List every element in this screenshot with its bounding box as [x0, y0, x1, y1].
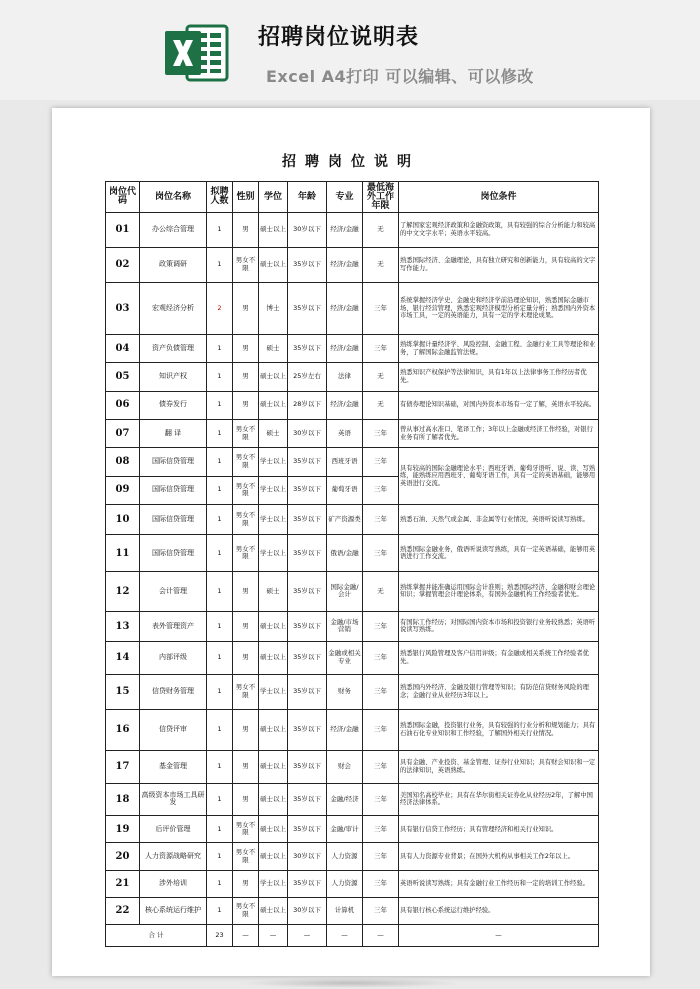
row-headcount: 1	[207, 709, 233, 750]
row-position-name: 核心系统运行维护	[140, 897, 207, 924]
row-code: 19	[106, 816, 140, 843]
row-age: 35岁以下	[288, 870, 327, 897]
total-dash: —	[259, 925, 288, 947]
row-gender: 男女不限	[233, 476, 259, 504]
row-degree: 硕士以上	[259, 816, 288, 843]
row-major: 法律	[327, 363, 363, 391]
row-overseas-years: 无	[363, 572, 399, 611]
row-conditions: 具有人力资源专业背景；在国外大机构从事相关工作2年以上。	[399, 843, 599, 870]
excel-icon	[163, 20, 229, 86]
row-gender: 男女不限	[233, 674, 259, 709]
row-headcount: 1	[207, 897, 233, 924]
row-age: 25岁左右	[288, 363, 327, 391]
total-dash: —	[327, 925, 363, 947]
table-row	[106, 282, 599, 334]
row-headcount: 1	[207, 843, 233, 870]
row-degree: 硕士以上	[259, 213, 288, 248]
row-code: 05	[106, 363, 140, 391]
row-gender: 男	[233, 870, 259, 897]
row-age: 35岁以下	[288, 535, 327, 572]
row-overseas-years: 三年	[363, 783, 399, 816]
row-headcount: 1	[207, 504, 233, 534]
row-overseas-years: 三年	[363, 816, 399, 843]
row-degree: 硕士以上	[259, 783, 288, 816]
row-age: 35岁以下	[288, 572, 327, 611]
table-row	[106, 391, 599, 419]
row-age: 30岁以下	[288, 843, 327, 870]
row-overseas-years: 三年	[363, 870, 399, 897]
document-title: 招聘岗位说明	[282, 154, 420, 170]
row-overseas-years: 三年	[363, 476, 399, 504]
row-gender: 男女不限	[233, 247, 259, 282]
row-code: 13	[106, 611, 140, 641]
table-header-row	[106, 182, 599, 213]
row-age: 35岁以下	[288, 247, 327, 282]
row-gender: 男女不限	[233, 504, 259, 534]
total-dash: —	[399, 925, 599, 947]
row-major: 计算机	[327, 897, 363, 924]
row-overseas-years: 三年	[363, 642, 399, 675]
row-overseas-years: 三年	[363, 535, 399, 572]
row-conditions: 熟练掌握并能准确运用国际会计准则；熟悉国际经济、金融和财会理论知识；掌握管理会计理论体系，有国外金融机构工作经验者优先。	[399, 572, 599, 611]
row-degree: 硕士	[259, 572, 288, 611]
row-conditions: 有国际工作经历；对国际国内资本市场和投资银行业务较熟悉；英语听说读写熟练。	[399, 611, 599, 641]
row-age: 35岁以下	[288, 642, 327, 675]
row-major: 葡萄牙语	[327, 476, 363, 504]
row-headcount: 2	[207, 282, 233, 334]
table-row	[106, 363, 599, 391]
row-overseas-years: 三年	[363, 611, 399, 641]
row-degree: 学士以上	[259, 504, 288, 534]
table-row	[106, 816, 599, 843]
table-row	[106, 897, 599, 924]
table-row	[106, 870, 599, 897]
row-code: 15	[106, 674, 140, 709]
row-position-name: 内部评级	[140, 642, 207, 675]
row-conditions: 熟悉国际经济、金融理论，具有独立研究和创新能力，具有较高的文字写作能力。	[399, 247, 599, 282]
page-title: 招聘岗位说明表	[258, 25, 420, 50]
table-row	[106, 750, 599, 783]
table-row	[106, 843, 599, 870]
row-age: 35岁以下	[288, 334, 327, 362]
row-overseas-years: 三年	[363, 504, 399, 534]
row-code: 18	[106, 783, 140, 816]
row-conditions: 熟练掌握计量经济学、风险控制、金融工程、金融行业工具等理论和业务，了解国际金融监管法规。	[399, 334, 599, 362]
row-overseas-years: 三年	[363, 674, 399, 709]
row-headcount: 1	[207, 448, 233, 476]
row-age: 35岁以下	[288, 476, 327, 504]
row-code: 09	[106, 476, 140, 504]
row-major: 矿产资源类	[327, 504, 363, 534]
row-position-name: 后评价管理	[140, 816, 207, 843]
row-gender: 男女不限	[233, 535, 259, 572]
row-major: 英语	[327, 419, 363, 447]
row-major: 金融或相关专业	[327, 642, 363, 675]
row-overseas-years: 三年	[363, 334, 399, 362]
row-age: 28岁以下	[288, 391, 327, 419]
row-code: 08	[106, 448, 140, 476]
row-code: 16	[106, 709, 140, 750]
table-row	[106, 642, 599, 675]
total-dash: —	[233, 925, 259, 947]
row-gender: 男	[233, 750, 259, 783]
row-major: 金融/经济	[327, 783, 363, 816]
row-degree: 学士以上	[259, 535, 288, 572]
row-degree: 硕士	[259, 334, 288, 362]
row-overseas-years: 无	[363, 391, 399, 419]
row-overseas-years: 三年	[363, 448, 399, 476]
row-headcount: 1	[207, 363, 233, 391]
row-position-name: 人力资源战略研究	[140, 843, 207, 870]
row-gender: 男	[233, 282, 259, 334]
row-overseas-years: 无	[363, 247, 399, 282]
row-headcount: 1	[207, 213, 233, 248]
row-position-name: 知识产权	[140, 363, 207, 391]
row-degree: 学士以上	[259, 448, 288, 476]
row-major: 人力资源	[327, 843, 363, 870]
row-gender: 男	[233, 391, 259, 419]
row-conditions: 熟悉石油、天然气或金属、非金属等行业情况，英语听说读写熟练。	[399, 504, 599, 534]
row-conditions: 具有较高的国际金融理论水平；西班牙语、葡萄牙语听、说、读、写熟练，能熟练应用西班牙、葡萄牙语工作，具有一定的英语基础，能够用英语进行交流。	[399, 448, 599, 505]
row-code: 14	[106, 642, 140, 675]
table-row	[106, 709, 599, 750]
row-code: 22	[106, 897, 140, 924]
row-major: 经济/金融	[327, 391, 363, 419]
row-position-name: 表外管理资产	[140, 611, 207, 641]
total-headcount: 23	[207, 925, 233, 947]
page-header	[0, 0, 700, 100]
table-row	[106, 247, 599, 282]
row-conditions: 熟悉银行风险管理及客户信用评级；有金融或相关系统工作经验者优先。	[399, 642, 599, 675]
row-position-name: 政策调研	[140, 247, 207, 282]
row-overseas-years: 三年	[363, 843, 399, 870]
row-degree: 硕士以上	[259, 843, 288, 870]
row-headcount: 1	[207, 572, 233, 611]
total-label: 合 计	[106, 925, 207, 947]
row-age: 35岁以下	[288, 504, 327, 534]
row-major: 经济/金融	[327, 247, 363, 282]
row-age: 30岁以下	[288, 419, 327, 447]
row-headcount: 1	[207, 783, 233, 816]
table-total-row	[106, 925, 599, 947]
row-overseas-years: 无	[363, 363, 399, 391]
row-major: 金融/市场营销	[327, 611, 363, 641]
row-major: 俄语/金融	[327, 535, 363, 572]
row-code: 02	[106, 247, 140, 282]
row-position-name: 国际信贷管理	[140, 504, 207, 534]
page-subtitle: Excel A4打印 可以编辑、可以修改	[266, 67, 534, 86]
row-gender: 男女不限	[233, 448, 259, 476]
row-position-name: 国际信贷管理	[140, 535, 207, 572]
row-code: 01	[106, 213, 140, 248]
row-conditions: 具有银行核心系统运行维护经验。	[399, 897, 599, 924]
row-degree: 硕士以上	[259, 709, 288, 750]
row-gender: 男	[233, 213, 259, 248]
column-header: 岗位名称	[140, 182, 207, 213]
row-overseas-years: 三年	[363, 282, 399, 334]
row-conditions: 了解国家宏观经济政策和金融资政策，具有较强的综合分析能力和较高的中文文字水平；英语水平较高。	[399, 213, 599, 248]
row-major: 经济/金融	[327, 213, 363, 248]
row-gender: 男女不限	[233, 843, 259, 870]
row-age: 35岁以下	[288, 448, 327, 476]
column-header: 年龄	[288, 182, 327, 213]
row-code: 10	[106, 504, 140, 534]
column-header: 岗位条件	[399, 182, 599, 213]
row-headcount: 1	[207, 870, 233, 897]
row-degree: 学士以上	[259, 476, 288, 504]
column-header: 最低海外工作年限	[363, 182, 399, 213]
row-position-name: 会计管理	[140, 572, 207, 611]
table-row	[106, 535, 599, 572]
table-row	[106, 572, 599, 611]
row-code: 17	[106, 750, 140, 783]
table-row	[106, 611, 599, 641]
table-row	[106, 213, 599, 248]
row-overseas-years: 三年	[363, 709, 399, 750]
row-code: 07	[106, 419, 140, 447]
row-degree: 硕士以上	[259, 247, 288, 282]
row-conditions: 系统掌握经济学史、金融史和经济学前沿理论知识，熟悉国际金融市场、银行经营管理，熟悉宏观经济模型分析定量分析；熟悉国内外资本市场工具，一定的英语能力，具有一定的学术理论成果。	[399, 282, 599, 334]
row-age: 35岁以下	[288, 282, 327, 334]
row-gender: 男	[233, 572, 259, 611]
row-degree: 硕士以上	[259, 750, 288, 783]
row-headcount: 1	[207, 674, 233, 709]
document-sheet	[52, 108, 650, 976]
row-position-name: 资产负债管理	[140, 334, 207, 362]
row-degree: 学士以上	[259, 674, 288, 709]
row-major: 国际金融/会计	[327, 572, 363, 611]
row-overseas-years: 三年	[363, 897, 399, 924]
row-degree: 学士以上	[259, 870, 288, 897]
column-header: 专业	[327, 182, 363, 213]
row-conditions: 熟悉国内外经济、金融及银行管理等知识；有防范信贷财务风险的理念；金融行业从业经历3年以上。	[399, 674, 599, 709]
row-code: 20	[106, 843, 140, 870]
row-overseas-years: 三年	[363, 750, 399, 783]
row-position-name: 宏观经济分析	[140, 282, 207, 334]
row-major: 经济/金融	[327, 334, 363, 362]
row-conditions: 熟悉国际金融业务，俄语听说读写熟练，具有一定英语基础，能够用英语进行工作交流。	[399, 535, 599, 572]
total-dash: —	[363, 925, 399, 947]
row-degree: 硕士以上	[259, 363, 288, 391]
table-row	[106, 504, 599, 534]
table-row	[106, 334, 599, 362]
row-conditions: 美国知名高校毕业；具有在华尔街相关证券化从业经历2年，了解中国经济法律体系。	[399, 783, 599, 816]
jobs-table	[105, 181, 599, 947]
row-gender: 男	[233, 783, 259, 816]
row-conditions: 有债券理论知识基础，对国内外资本市场有一定了解，英语水平较高。	[399, 391, 599, 419]
row-degree: 硕士以上	[259, 611, 288, 641]
row-code: 21	[106, 870, 140, 897]
row-code: 06	[106, 391, 140, 419]
row-degree: 硕士	[259, 419, 288, 447]
row-major: 财会	[327, 750, 363, 783]
row-age: 35岁以下	[288, 816, 327, 843]
row-conditions: 熟悉国际金融，投资银行业务，具有较强的行业分析和规划能力；具有石油石化专业知识和工作经验，了解国外相关行业情况。	[399, 709, 599, 750]
column-header: 性别	[233, 182, 259, 213]
sheet-shadow	[240, 978, 460, 988]
row-code: 04	[106, 334, 140, 362]
row-gender: 男女不限	[233, 419, 259, 447]
row-code: 03	[106, 282, 140, 334]
row-headcount: 1	[207, 750, 233, 783]
column-header: 岗位代码	[106, 182, 140, 213]
row-major: 西班牙语	[327, 448, 363, 476]
total-dash: —	[288, 925, 327, 947]
row-position-name: 涉外培训	[140, 870, 207, 897]
row-headcount: 1	[207, 391, 233, 419]
row-headcount: 1	[207, 816, 233, 843]
row-position-name: 债券发行	[140, 391, 207, 419]
row-conditions: 英语听说读写熟练；具有金融行业工作经历和一定的培训工作经验。	[399, 870, 599, 897]
row-degree: 博士	[259, 282, 288, 334]
row-headcount: 1	[207, 334, 233, 362]
row-gender: 男	[233, 334, 259, 362]
row-age: 35岁以下	[288, 783, 327, 816]
row-gender: 男	[233, 363, 259, 391]
row-age: 30岁以下	[288, 897, 327, 924]
row-degree: 硕士以上	[259, 642, 288, 675]
row-conditions: 具有银行信贷工作经历；具有管理经济和相关行业知识。	[399, 816, 599, 843]
row-overseas-years: 无	[363, 213, 399, 248]
table-row	[106, 448, 599, 476]
row-gender: 男女不限	[233, 897, 259, 924]
row-conditions: 曾从事过高水准口、笔译工作；3年以上金融或经济工作经验，对银行业务有所了解者优先。	[399, 419, 599, 447]
row-position-name: 高级资本市场工具研发	[140, 783, 207, 816]
row-degree: 硕士以上	[259, 897, 288, 924]
row-conditions: 具有金融、产业投资、基金管理、证券行业知识；具有财会知识和一定的法律知识，英语熟练。	[399, 750, 599, 783]
row-headcount: 1	[207, 476, 233, 504]
row-gender: 男	[233, 709, 259, 750]
column-header: 拟聘人数	[207, 182, 233, 213]
row-major: 人力资源	[327, 870, 363, 897]
row-headcount: 1	[207, 535, 233, 572]
row-headcount: 1	[207, 611, 233, 641]
row-gender: 男	[233, 642, 259, 675]
row-position-name: 国际信贷管理	[140, 448, 207, 476]
row-age: 30岁以下	[288, 213, 327, 248]
row-position-name: 办公综合管理	[140, 213, 207, 248]
row-gender: 男女不限	[233, 816, 259, 843]
row-gender: 男	[233, 611, 259, 641]
row-age: 35岁以下	[288, 750, 327, 783]
table-row	[106, 419, 599, 447]
row-position-name: 信贷财务管理	[140, 674, 207, 709]
row-headcount: 1	[207, 419, 233, 447]
row-major: 经济/金融	[327, 709, 363, 750]
table-row	[106, 783, 599, 816]
row-position-name: 信贷评审	[140, 709, 207, 750]
row-headcount: 1	[207, 247, 233, 282]
row-major: 财务	[327, 674, 363, 709]
column-header: 学位	[259, 182, 288, 213]
row-position-name: 翻 译	[140, 419, 207, 447]
row-overseas-years: 三年	[363, 419, 399, 447]
row-age: 35岁以下	[288, 611, 327, 641]
row-position-name: 国际信贷管理	[140, 476, 207, 504]
row-code: 12	[106, 572, 140, 611]
row-conditions: 熟悉知识产权保护等法律知识，具有1年以上法律事务工作经历者优先。	[399, 363, 599, 391]
row-major: 经济/金融	[327, 282, 363, 334]
row-age: 35岁以下	[288, 709, 327, 750]
row-degree: 硕士以上	[259, 391, 288, 419]
row-position-name: 基金管理	[140, 750, 207, 783]
row-major: 金融/审计	[327, 816, 363, 843]
table-row	[106, 674, 599, 709]
row-age: 35岁以下	[288, 674, 327, 709]
row-headcount: 1	[207, 642, 233, 675]
row-code: 11	[106, 535, 140, 572]
